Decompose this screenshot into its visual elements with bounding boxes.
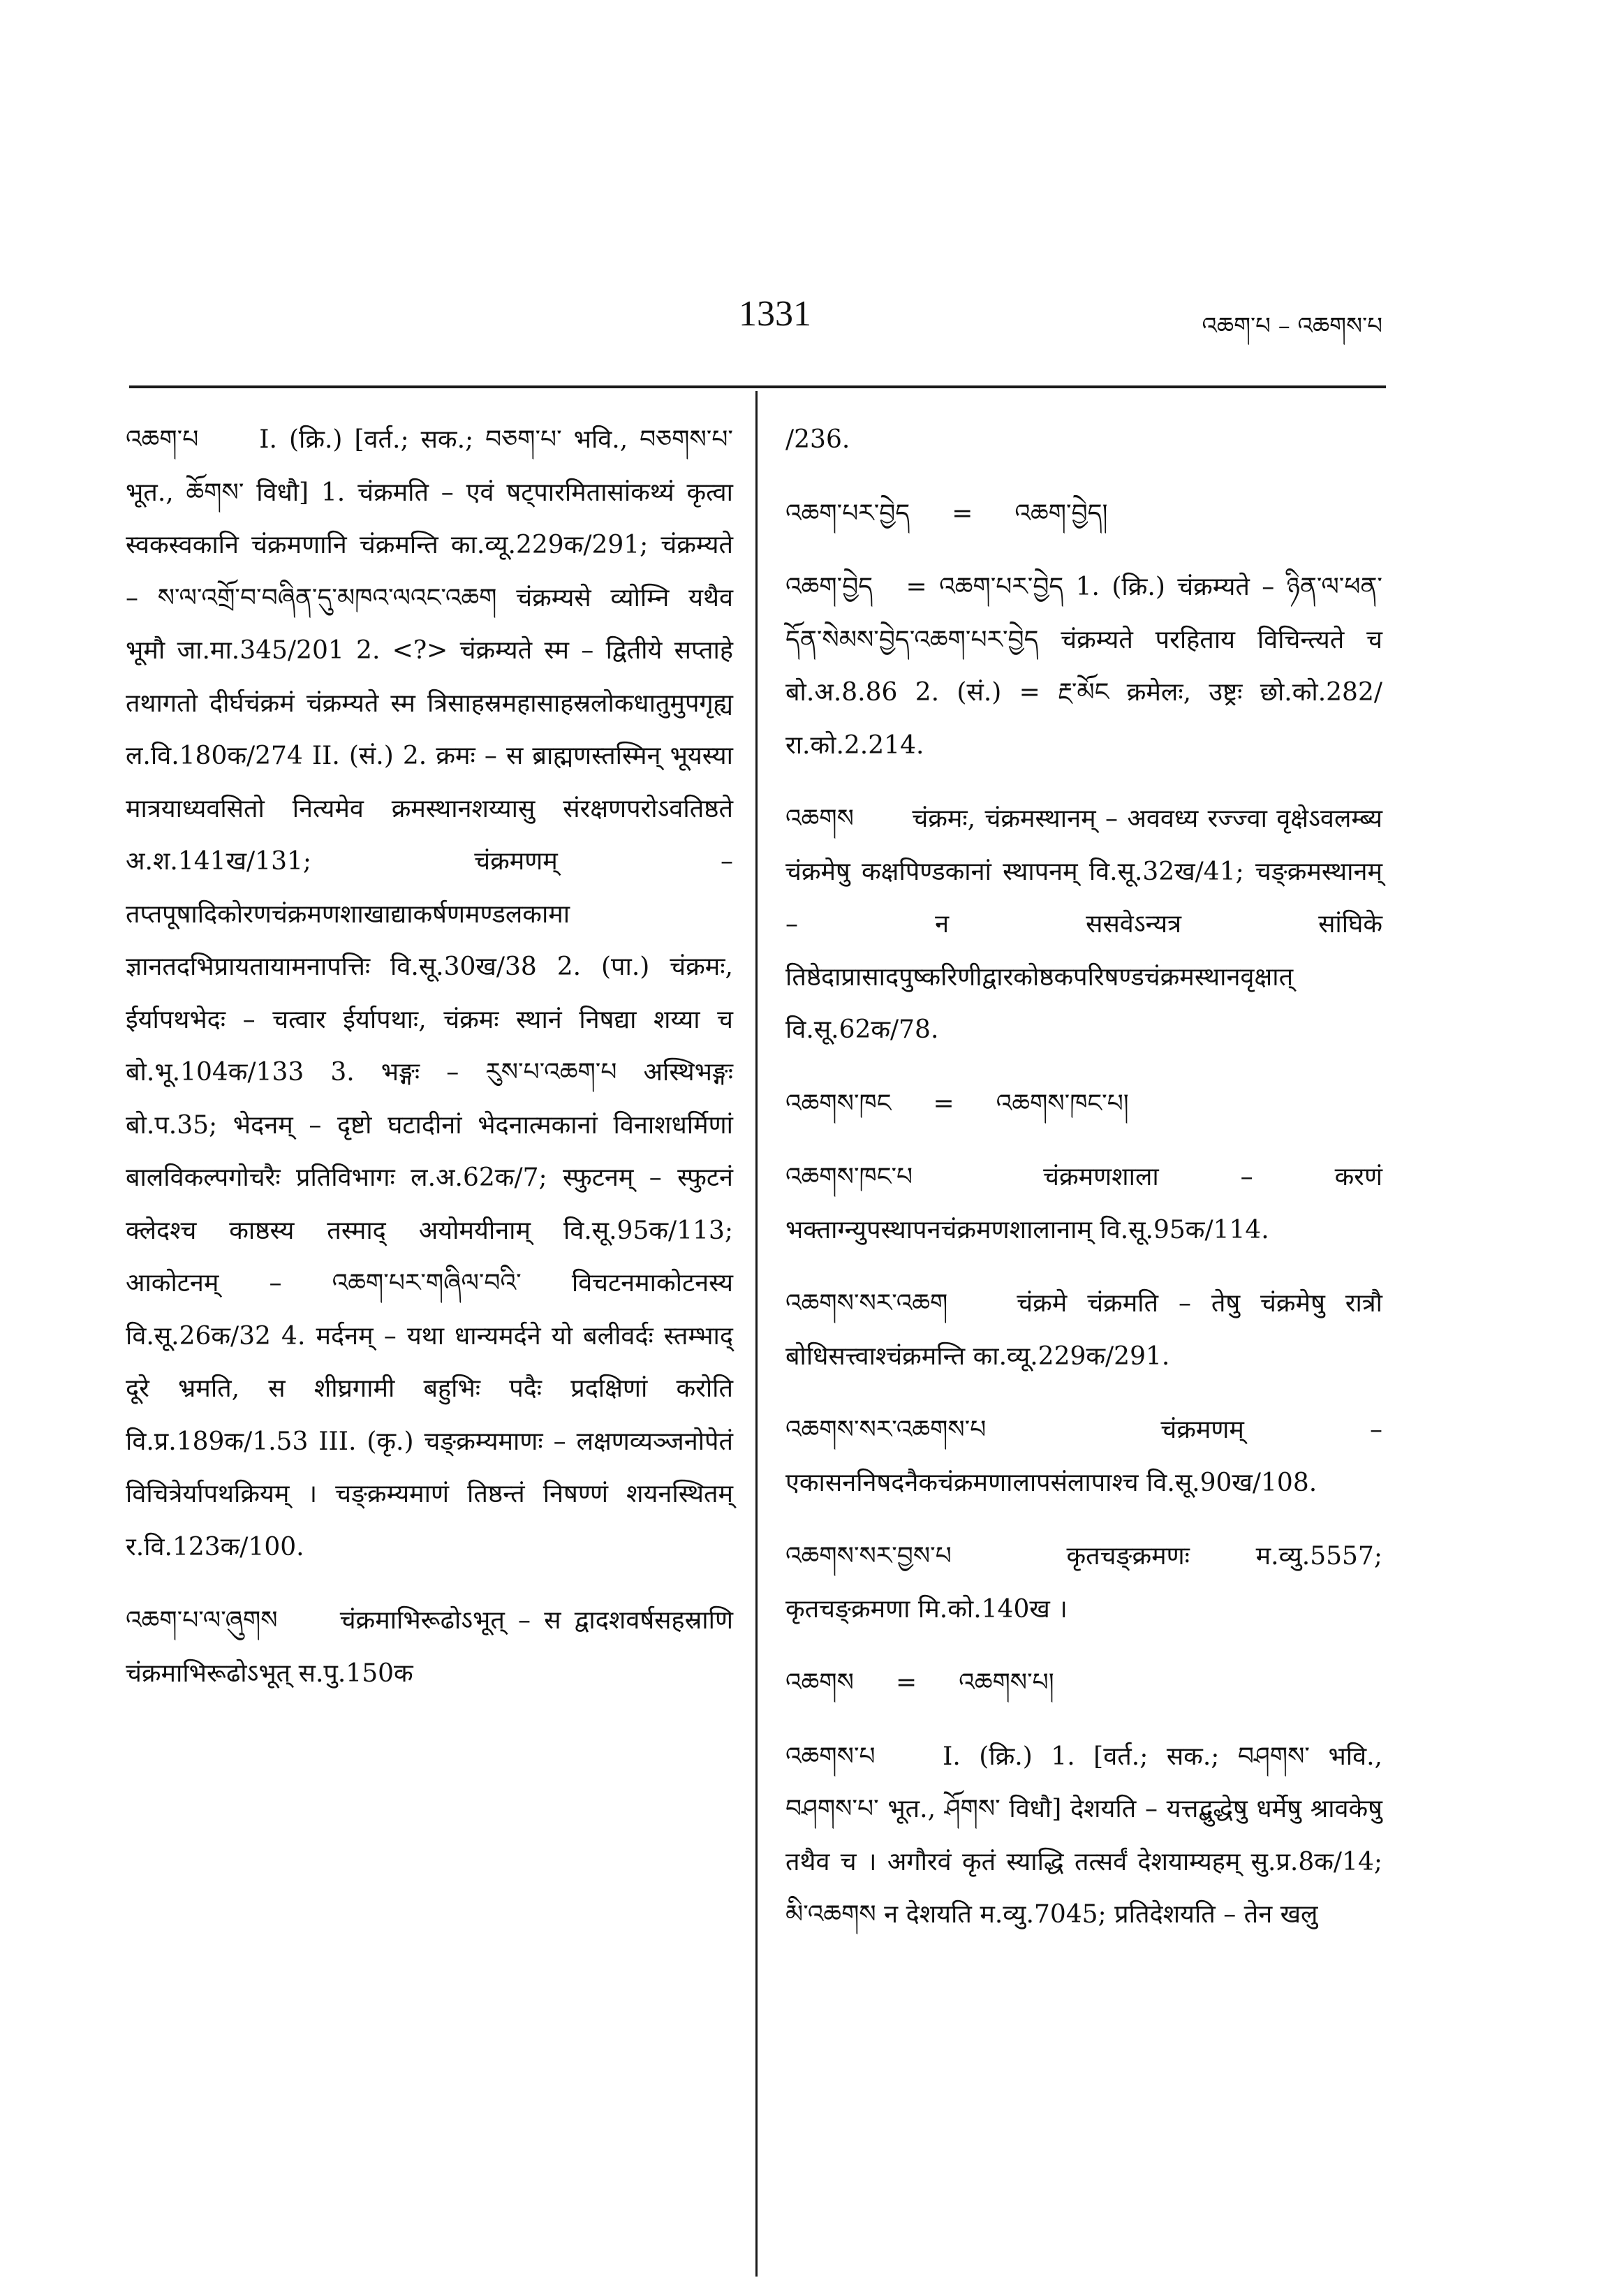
left-column [126,413,733,1721]
cross-reference-target: འཆགས་ཁང་པ། [996,1089,1129,1118]
cross-reference-entry: འཆག་པར་བྱེད = འཆག་བྱེད། [785,499,1108,528]
entry-headword: འཆག་པ [126,425,199,454]
dictionary-entry [126,1594,733,1700]
cross-reference-target: འཆག་བྱེད། [1014,499,1108,528]
column-divider [755,391,758,2277]
dictionary-entry [785,1151,1382,1256]
entry-headword: འཆགས་པ [785,1742,876,1771]
entry-continuation [785,413,1382,466]
entry-definition: कृतचङ्क्रमणः म.व्यु.5557; कृतचङ्क्रमणा मि.को.140ख । [785,1542,1382,1624]
entry-definition: I. (क्रि.) [वर्त.; सक.; བཅག་པ་ भवि., བཅགས་པ་ भूत., ཆོགས་ विधौ] 1. चंक्रमति – एवं षट्पारमितासांकथ्यं कृत्वा स्वकस्वकानि चंक्रमणानि चंक्रमन्ति का.व्यू.229क/291; चंक्रम्यते – ས་ལ་འགྲོ་བ་བཞིན་དུ་མཁའ་ལའང་འཆག चंक्रम्यसे व्योम्नि यथैव भूमौ जा.मा.345/201 2. <?> चंक्रम्यते स्म – द्वितीये सप्ताहे तथागतो दीर्घचंक्रमं चंक्रम्यते स्म त्रिसाहस्रमहासाहस्रलोकधातुमुपगृह्य ल.वि.180क/274 II. (सं.) 2. क्रमः – स ब्राह्मणस्तस्मिन् भूयस्या मात्रयाध्यवसितो नित्यमेव क्रमस्थानशय्यासु संरक्षणपरोऽवतिष्ठते अ.श.141ख/131; चंक्रमणम् – तप्तपूषादिकोरणचंक्रमणशाखाद्याकर्षणमण्डलकामा ज्ञानतदभिप्रायतायामनापत्तिः वि.सू.30ख/38 2. (पा.) चंक्रमः, ईर्यापथभेदः – चत्वार ईर्यापथाः, चंक्रमः स्थानं निषद्या शय्या च बो.भू.104क/133 3. भङ्गः – རུས་པ་འཆག་པ अस्थिभङ्गः बो.प.35; भेदनम् – दृष्टो घटादीनां भेदनात्मकानां विनाशधर्मिणां बालविकल्पगोचरैः प्रतिविभागः ल.अ.62क/7; स्फुटनम् – स्फुटनं क्लेदश्च काष्ठस्य तस्माद् अयोमयीनाम् वि.सू.95क/113; आकोटनम् – འཆག་པར་གཞིལ་བའི་ विचटनमाकोटनस्य वि.सू.26क/32 4. मर्दनम् – यथा धान्यमर्दने यो बलीवर्दः स्तम्भाद् दूरे भ्रमति, स शीघ्रगामी बहुभिः पदैः प्रदक्षिणां करोति वि.प्र.189क/1.53 III. (कृ.) चङ्क्रम्यमाणः – लक्षणव्यञ्जनोपेतं विचित्रेर्यापथक्रियम् । चङ्क्रम्यमाणं तिष्ठन्तं निषण्णं शयनस्थितम् र.वि.123क/100. [126,425,733,1561]
entry-definition: चंक्रमे चंक्रमति – तेषु चंक्रमेषु रात्रौ बोधिसत्त्वाश्चंक्रमन्ति का.व्यू.229क/291. [785,1289,1382,1371]
cross-reference-target: འཆགས་པ། [959,1668,1054,1697]
entry-definition: = འཆག་པར་བྱེད 1. (क्रि.) चंक्रम्यते – ཉིན་ལ་ཕན་དོན་སེམས་བྱེད་འཆག་པར་བྱེད चंक्रम्यते परहिताय विचिन्त्यते च बो.अ.8.86 2. (सं.) = རྔ་མོང क्रमेलः, उष्ट्रः छो.को.282/रा.को.2.214. [785,573,1382,760]
entry-headword: འཆགས་སར་འཆག [785,1289,948,1318]
dictionary-entry [785,1404,1382,1509]
entry-definition: चंक्रमणशाला – करणं भक्ताग्न्युपस्थापनचंक्रमणशालानाम् वि.सू.95क/114. [785,1163,1383,1244]
running-header: འཆག་པ – འཆགས་པ [1202,312,1382,340]
entry-definition: चंक्रमः, चंक्रमस्थानम् – अववध्य रज्ज्वा वृक्षेऽवलम्ब्य चंक्रमेषु कक्षपिण्डकानां स्थापनम् वि.सू.32ख/41; चङ्क्रमस्थानम् – न ससवेऽन्यत्र सांघिके तिष्ठेदाप्रासादपुष्करिणीद्वारकोष्ठकपरिषण्डचंक्रमस्थानवृक्षात् वि.सू.62क/78. [785,804,1382,1044]
dictionary-entry [785,561,1382,772]
entry-headword: འཆགས་སར་འཆགས་པ [785,1416,987,1444]
entry-definition: I. (क्रि.) 1. [वर्त.; सक.; བཤགས་ भवि., བཤགས་པ་ भूत., ཤོགས་ विधौ] देशयति – यत्तद्बुद्धेषु धर्मेषु श्रावकेषु तथैव च । अगौरवं कृतं स्याद्धि तत्सर्वं देशयाम्यहम् सु.प्र.8क/14; མི་འཆགས न देशयति म.व्यु.7045; प्रतिदेशयति – तेन खलु [785,1742,1382,1929]
page-number: 1331 [739,294,811,334]
entry-headword: འཆག་པ་ལ་ཞུགས [126,1606,278,1635]
dictionary-entry [785,1530,1382,1635]
entry-definition: चंक्रमणम् – एकासननिषदनैकचंक्रमणालापसंलापाश्च वि.सू.90ख/108. [785,1416,1382,1497]
dictionary-entry [785,793,1382,1057]
entry-headword: འཆགས་ཁང [785,1089,892,1118]
entry-definition: चंक्रमाभिरूढोऽभूत् – स द्वादशवर्षसहस्राणि चंक्रमाभिरूढोऽभूत् स.पु.150क [126,1606,733,1688]
entry-headword: འཆག་པར་བྱེད [785,499,910,528]
cross-reference-entry: འཆགས་ཁང = འཆགས་ཁང་པ། [785,1089,1129,1118]
header-rule [129,385,1386,388]
entry-headword: འཆགས་སར་བྱས་པ [785,1542,952,1571]
entry-headword: འཆག་བྱེད [785,573,873,601]
dictionary-entry [126,413,733,1573]
entry-definition: /236. [785,425,850,454]
dictionary-entry [785,1277,1382,1383]
entry-headword: འཆགས [785,804,854,833]
right-column [785,413,1382,1962]
cross-reference-entry: འཆགས = འཆགས་པ། [785,1668,1054,1697]
entry-headword: འཆགས་ཁང་པ [785,1163,913,1191]
dictionary-entry [785,1730,1382,1941]
entry-headword: འཆགས [785,1668,854,1697]
